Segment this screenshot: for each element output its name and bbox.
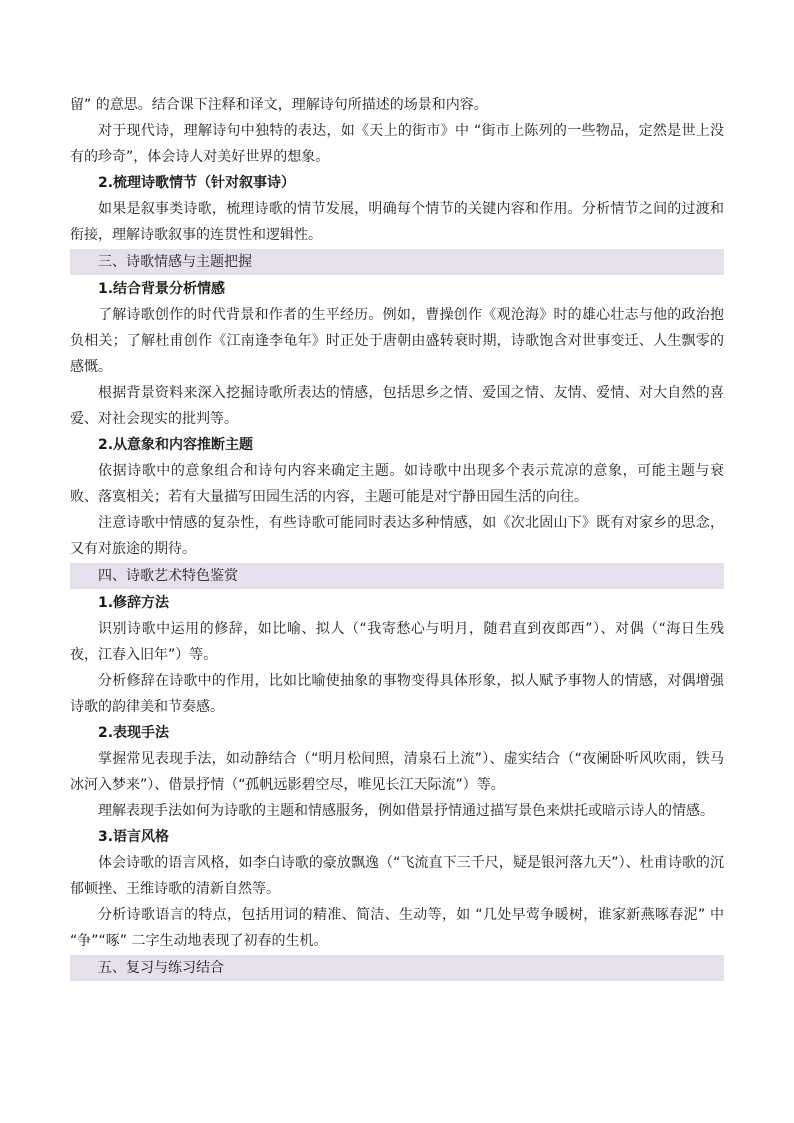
paragraph: 注意诗歌中情感的复杂性，有些诗歌可能同时表达多种情感，如《次北固山下》既有对家乡的思念，又有对旅途的期待。	[70, 515, 724, 557]
paragraph: 识别诗歌中运用的修辞，如比喻、拟人（“我寄愁心与明月，随君直到夜郎西”）、对偶（“海日生残夜，江春入旧年”）等。	[70, 621, 724, 663]
section-heading: 三、诗歌情感与主题把握	[70, 249, 724, 275]
paragraph: 留” 的意思。结合课下注释和译文，理解诗句所描述的场景和内容。	[70, 97, 488, 113]
subheading: 1.修辞方法	[98, 595, 170, 611]
paragraph: 理解表现手法如何为诗歌的主题和情感服务，例如借景抒情通过描写景色来烘托或暗示诗人的情感。	[98, 803, 714, 819]
subheading: 2.表现手法	[98, 725, 170, 741]
subheading: 2.从意象和内容推断主题	[98, 437, 254, 453]
paragraph: 如果是叙事类诗歌，梳理诗歌的情节发展，明确每个情节的关键内容和作用。分析情节之间的过渡和衔接，理解诗歌叙事的连贯性和逻辑性。	[70, 201, 724, 243]
paragraph: 掌握常见表现手法，如动静结合（“明月松间照，清泉石上流”）、虚实结合（“夜阑卧听风吹雨，铁马冰河入梦来”）、借景抒情（“孤帆远影碧空尽，唯见长江天际流”）等。	[70, 751, 724, 793]
paragraph: 体会诗歌的语言风格，如李白诗歌的豪放飘逸（“飞流直下三千尺，疑是银河落九天”）、杜甫诗歌的沉郁顿挫、王维诗歌的清新自然等。	[70, 855, 724, 897]
subheading: 1.结合背景分析情感	[98, 281, 226, 297]
paragraph: 分析修辞在诗歌中的作用，比如比喻使抽象的事物变得具体形象，拟人赋予事物人的情感，对偶增强诗歌的韵律美和节奏感。	[70, 673, 724, 715]
paragraph: 对于现代诗，理解诗句中独特的表达，如《天上的街市》中 “街市上陈列的一些物品，定然是世上没有的珍奇”，体会诗人对美好世界的想象。	[70, 123, 724, 165]
paragraph: 了解诗歌创作的时代背景和作者的生平经历。例如，曹操创作《观沧海》时的雄心壮志与他的政治抱负相关；了解杜甫创作《江南逢李龟年》时正处于唐朝由盛转衰时期，诗歌饱含对世事变迁、人生飘零的感慨。	[70, 307, 724, 375]
section-heading: 五、复习与练习结合	[70, 955, 724, 981]
section-heading: 四、诗歌艺术特色鉴赏	[70, 563, 724, 589]
paragraph: 依据诗歌中的意象组合和诗句内容来确定主题。如诗歌中出现多个表示荒凉的意象，可能主题与衰败、落寞相关；若有大量描写田园生活的内容，主题可能是对宁静田园生活的向往。	[70, 463, 724, 505]
paragraph: 分析诗歌语言的特点，包括用词的精准、简洁、生动等，如 “几处早莺争暖树，谁家新燕啄春泥” 中 “争”“啄” 二字生动地表现了初春的生机。	[70, 907, 724, 949]
document-page	[70, 92, 724, 982]
subheading: 3.语言风格	[98, 829, 170, 845]
subheading: 2.梳理诗歌情节（针对叙事诗）	[98, 175, 296, 191]
paragraph: 根据背景资料来深入挖掘诗歌所表达的情感，包括思乡之情、爱国之情、友情、爱情、对大自然的喜爱、对社会现实的批判等。	[70, 385, 724, 427]
